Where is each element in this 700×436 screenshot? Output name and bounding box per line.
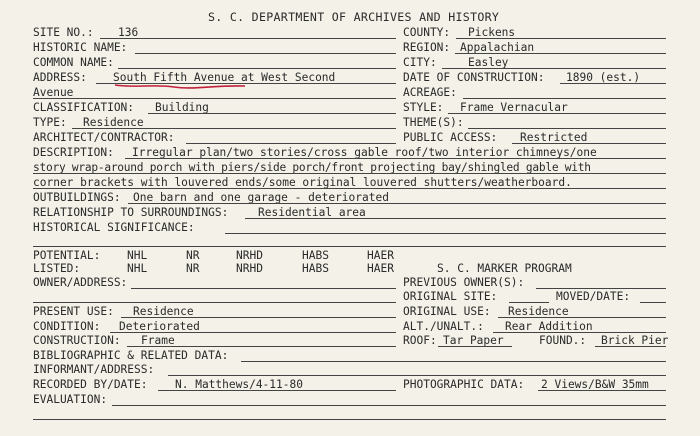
date-construction-line [560,83,666,84]
site-no-label: SITE NO.: [33,26,94,39]
listed-nhl: NHL [127,262,148,275]
roof-label: ROOF: [403,334,437,347]
bibliographic-label: BIBLIOGRAPHIC & RELATED DATA: [33,349,229,362]
description-line3: corner brackets with louvered ends/some original louvered shutters/weatherboard. [33,176,572,189]
acreage-label: ACREAGE: [403,86,457,99]
bibliographic-line [241,361,666,362]
description-label: DESCRIPTION: [33,146,114,159]
common-name-line [118,68,396,69]
potential-nrhd: NRHD [236,249,263,262]
listed-label: LISTED: [33,262,81,275]
region-line [455,53,666,54]
owner-address-label: OWNER/ADDRESS: [33,276,128,289]
themes-label: THEME(S): [403,116,464,129]
photographic-value: 2 Views/B&W 35mm [541,378,649,391]
type-label: TYPE: [33,116,67,129]
themes-line [468,128,666,129]
listed-haer: HAER [367,262,394,275]
owner-address-line [131,288,396,289]
description-line2: story wrap-around porch with piers/side porch/front projecting bay/shingled gable with [33,161,591,174]
date-construction-label: DATE OF CONSTRUCTION: [403,71,545,84]
owner-address-line-2 [33,302,396,303]
style-label: STYLE: [403,101,444,114]
address-value-line2: Avenue [33,86,74,99]
photographic-line [538,390,666,391]
address-label: ADDRESS: [33,71,87,84]
city-value: Easley [468,56,509,69]
informant-line [168,375,666,376]
foundation-value: Brick Pier [601,334,669,347]
marker-program-heading: S. C. MARKER PROGRAM [437,262,572,275]
architect-line [186,143,396,144]
potential-label: POTENTIAL: [33,249,101,262]
description-line1: Irregular plan/two stories/cross gable roof/two interior chimneys/one [132,146,597,159]
construction-label: CONSTRUCTION: [33,334,121,347]
public-access-label: PUBLIC ACCESS: [403,131,498,144]
outbuildings-label: OUTBUILDINGS: [33,191,121,204]
common-name-label: COMMON NAME: [33,56,114,69]
site-no-value: 136 [118,26,139,39]
outbuildings-value: One barn and one garage - deteriorated [133,191,389,204]
historic-name-line [135,53,396,54]
recorded-by-label: RECORDED BY/DATE: [33,378,148,391]
evaluation-line-1 [112,405,666,406]
date-construction-value: 1890 (est.) [566,71,641,84]
potential-nr: NR [186,249,200,262]
significance-line-2 [33,246,666,247]
relationship-value: Residential area [258,206,366,219]
alterations-label: ALT./UNALT.: [403,320,484,333]
roof-line [438,346,512,347]
previous-owners-line [536,288,666,289]
evaluation-line-2 [33,419,666,420]
county-label: COUNTY: [403,26,451,39]
region-label: REGION: [403,41,451,54]
recorded-by-value: N. Matthews/4-11-80 [175,378,303,391]
condition-line [110,332,396,333]
classification-line [148,113,396,114]
original-use-line [498,317,666,318]
foundation-label: FOUND.: [539,334,587,347]
site-no-line [100,38,396,39]
recorded-by-line [158,390,396,391]
acreage-line [463,98,666,99]
style-line [448,113,666,114]
original-use-value: Residence [508,305,569,318]
public-access-value: Restricted [520,131,588,144]
original-site-label: ORIGINAL SITE: [403,290,498,303]
roof-value: Tar Paper [443,334,504,347]
condition-label: CONDITION: [33,320,101,333]
architect-label: ARCHITECT/CONTRACTOR: [33,131,175,144]
photographic-label: PHOTOGRAPHIC DATA: [403,378,525,391]
listed-habs: HABS [302,262,329,275]
condition-value: Deteriorated [119,320,200,333]
description-underline-3 [33,188,666,189]
address-line-2 [33,98,396,99]
region-value: Appalachian [460,41,535,54]
red-underline-annotation [114,83,246,89]
style-value: Frame Vernacular [460,101,568,114]
outbuildings-line [128,203,666,204]
evaluation-label: EVALUATION: [33,393,108,406]
construction-line [127,346,396,347]
county-value: Pickens [468,26,516,39]
county-line [456,38,666,39]
moved-date-line [640,302,666,303]
historic-name-label: HISTORIC NAME: [33,41,128,54]
public-access-line [512,143,666,144]
type-line [72,128,396,129]
type-value: Residence [83,116,144,129]
moved-date-label: MOVED/DATE: [556,290,631,303]
construction-value: Frame [141,334,175,347]
classification-value: Building [155,101,209,114]
address-value-line1: South Fifth Avenue at West Second [113,71,336,84]
present-use-label: PRESENT USE: [33,305,114,318]
relationship-label: RELATIONSHIP TO SURROUNDINGS: [33,206,229,219]
previous-owners-label: PREVIOUS OWNER(S): [403,276,525,289]
significance-line-1 [225,233,666,234]
city-line [442,68,666,69]
card-title: S. C. DEPARTMENT OF ARCHIVES AND HISTORY [208,10,500,24]
description-underline-1 [125,158,666,159]
listed-nr: NR [186,262,200,275]
potential-nhl: NHL [127,249,148,262]
foundation-line [595,346,666,347]
alterations-value: Rear Addition [505,320,593,333]
alterations-line [493,332,666,333]
potential-haer: HAER [367,249,394,262]
present-use-value: Residence [133,305,194,318]
potential-habs: HABS [302,249,329,262]
original-use-label: ORIGINAL USE: [403,305,491,318]
original-site-line [509,302,549,303]
present-use-line [121,317,396,318]
city-label: CITY: [403,56,437,69]
informant-label: INFORMANT/ADDRESS: [33,363,155,376]
listed-nrhd: NRHD [236,262,263,275]
description-underline-2 [33,173,666,174]
significance-label: HISTORICAL SIGNIFICANCE: [33,221,195,234]
classification-label: CLASSIFICATION: [33,101,135,114]
relationship-line [245,218,666,219]
